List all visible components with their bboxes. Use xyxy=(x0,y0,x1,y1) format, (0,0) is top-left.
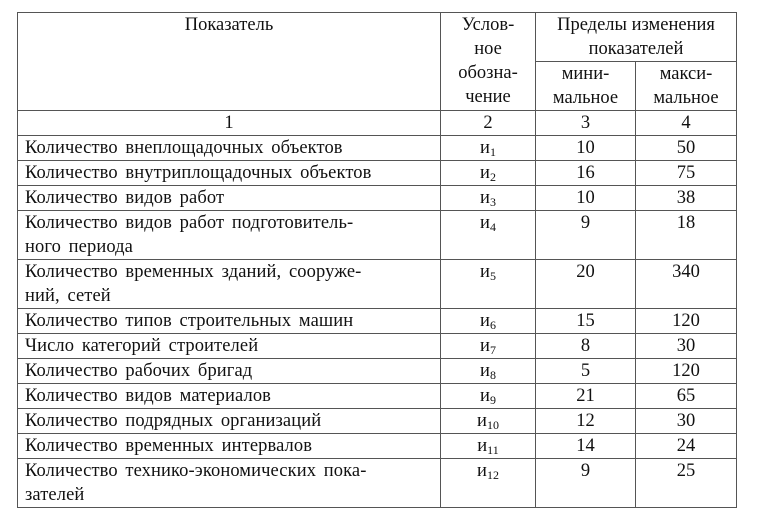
symbol-index: 12 xyxy=(486,468,499,482)
min-value: 9 xyxy=(536,211,636,260)
min-value: 10 xyxy=(536,136,636,161)
symbol-index: 5 xyxy=(489,269,496,283)
column-number: 1 xyxy=(18,111,441,136)
indicator-symbol xyxy=(441,260,536,309)
max-value: 120 xyxy=(636,309,737,334)
symbol-letter: и xyxy=(480,386,490,406)
indicator-name xyxy=(18,434,441,459)
table-row xyxy=(18,434,737,459)
indicator-symbol xyxy=(441,359,536,384)
column-number: 2 xyxy=(441,111,536,136)
table-row xyxy=(18,186,737,211)
max-value: 75 xyxy=(636,161,737,186)
table-row xyxy=(18,211,737,260)
symbol-letter: и xyxy=(480,138,490,158)
symbol-letter: и xyxy=(477,411,487,431)
symbol-index: 11 xyxy=(487,443,499,457)
min-value: 20 xyxy=(536,260,636,309)
min-value: 9 xyxy=(536,459,636,508)
max-value: 38 xyxy=(636,186,737,211)
header-symbol-line: чение xyxy=(465,87,511,107)
indicator-name-line: Количество внеплощадочных объектов xyxy=(25,138,343,158)
indicator-name-line: зателей xyxy=(25,485,85,505)
indicator-symbol xyxy=(441,161,536,186)
indicator-name-line: Количество временных зданий, сооруже- xyxy=(25,262,362,282)
indicator-symbol xyxy=(441,409,536,434)
indicator-name-line: Количество видов работ подготовитель- xyxy=(25,213,354,233)
symbol-letter: и xyxy=(480,163,490,183)
indicator-name-line: Количество видов работ xyxy=(25,188,225,208)
indicator-name-line: ний, сетей xyxy=(25,286,111,306)
header-indicator xyxy=(18,13,441,111)
indicator-symbol xyxy=(441,334,536,359)
table-body xyxy=(18,111,737,508)
header-max-line: макси- xyxy=(659,64,713,84)
min-value: 14 xyxy=(536,434,636,459)
header-limits xyxy=(536,13,737,62)
indicator-name-line: Количество внутриплощадочных объектов xyxy=(25,163,372,183)
header-symbol xyxy=(441,13,536,111)
indicator-name xyxy=(18,459,441,508)
indicator-name-line: Количество видов материалов xyxy=(25,386,272,406)
max-value: 30 xyxy=(636,409,737,434)
symbol-index: 2 xyxy=(489,170,496,184)
min-value: 16 xyxy=(536,161,636,186)
table-row xyxy=(18,260,737,309)
indicator-name xyxy=(18,334,441,359)
indicator-name-line: Количество типов строительных машин xyxy=(25,311,354,331)
symbol-index: 10 xyxy=(486,418,499,432)
indicator-name xyxy=(18,136,441,161)
indicator-symbol xyxy=(441,309,536,334)
table-row xyxy=(18,409,737,434)
symbol-index: 3 xyxy=(489,195,496,209)
header-min-line: мини- xyxy=(561,64,610,84)
header-symbol-line: обозна- xyxy=(458,63,518,83)
indicator-name-line: Количество рабочих бригад xyxy=(25,361,253,381)
max-value: 50 xyxy=(636,136,737,161)
max-value: 340 xyxy=(636,260,737,309)
min-value: 8 xyxy=(536,334,636,359)
symbol-index: 6 xyxy=(489,318,496,332)
header-limits-line: показателей xyxy=(588,39,684,59)
max-value: 30 xyxy=(636,334,737,359)
indicator-name-line: ного периода xyxy=(25,237,133,257)
indicator-name xyxy=(18,359,441,384)
indicator-symbol xyxy=(441,434,536,459)
symbol-letter: и xyxy=(477,461,487,481)
symbol-letter: и xyxy=(477,436,488,456)
header-limits-line: Пределы изменения xyxy=(557,15,715,35)
table-row xyxy=(18,136,737,161)
min-value: 15 xyxy=(536,309,636,334)
indicators-table xyxy=(17,12,737,508)
indicator-name xyxy=(18,186,441,211)
table-row xyxy=(18,359,737,384)
table-row xyxy=(18,384,737,409)
header-max-line: мальное xyxy=(653,88,719,108)
symbol-letter: и xyxy=(480,361,490,381)
indicator-name xyxy=(18,260,441,309)
indicator-symbol xyxy=(441,136,536,161)
symbol-index: 8 xyxy=(489,368,496,382)
indicator-symbol xyxy=(441,211,536,260)
symbol-letter: и xyxy=(480,311,490,331)
header-min-line: мальное xyxy=(552,88,619,108)
indicator-name-line: Количество технико-экономических пока- xyxy=(25,461,367,481)
max-value: 120 xyxy=(636,359,737,384)
header-symbol-line: ное xyxy=(474,39,502,59)
symbol-letter: и xyxy=(480,188,490,208)
indicator-symbol xyxy=(441,384,536,409)
min-value: 21 xyxy=(536,384,636,409)
indicator-symbol xyxy=(441,186,536,211)
symbol-index: 7 xyxy=(489,343,496,357)
indicator-name xyxy=(18,409,441,434)
min-value: 5 xyxy=(536,359,636,384)
table-row xyxy=(18,161,737,186)
indicator-name xyxy=(18,309,441,334)
symbol-letter: и xyxy=(480,336,490,356)
min-value: 10 xyxy=(536,186,636,211)
column-number: 3 xyxy=(536,111,636,136)
header-symbol-line: Услов- xyxy=(461,15,515,35)
max-value: 25 xyxy=(636,459,737,508)
table-row xyxy=(18,459,737,508)
table-row xyxy=(18,334,737,359)
header-min xyxy=(536,62,636,111)
min-value: 12 xyxy=(536,409,636,434)
max-value: 18 xyxy=(636,211,737,260)
indicator-name xyxy=(18,161,441,186)
table-row xyxy=(18,309,737,334)
indicator-name-line: Число категорий строителей xyxy=(25,336,259,356)
header-max xyxy=(636,62,737,111)
header-indicator-text: Показатель xyxy=(184,15,274,35)
symbol-index: 9 xyxy=(489,393,496,407)
symbol-letter: и xyxy=(480,213,490,233)
indicator-symbol xyxy=(441,459,536,508)
max-value: 65 xyxy=(636,384,737,409)
indicator-name-line: Количество подрядных организаций xyxy=(25,411,322,431)
indicator-name xyxy=(18,384,441,409)
column-number-row xyxy=(18,111,737,136)
symbol-index: 4 xyxy=(489,220,496,234)
symbol-letter: и xyxy=(480,262,490,282)
max-value: 24 xyxy=(636,434,737,459)
indicator-name-line: Количество временных интервалов xyxy=(25,436,313,456)
column-number: 4 xyxy=(636,111,737,136)
indicator-name xyxy=(18,211,441,260)
symbol-index: 1 xyxy=(489,145,496,159)
